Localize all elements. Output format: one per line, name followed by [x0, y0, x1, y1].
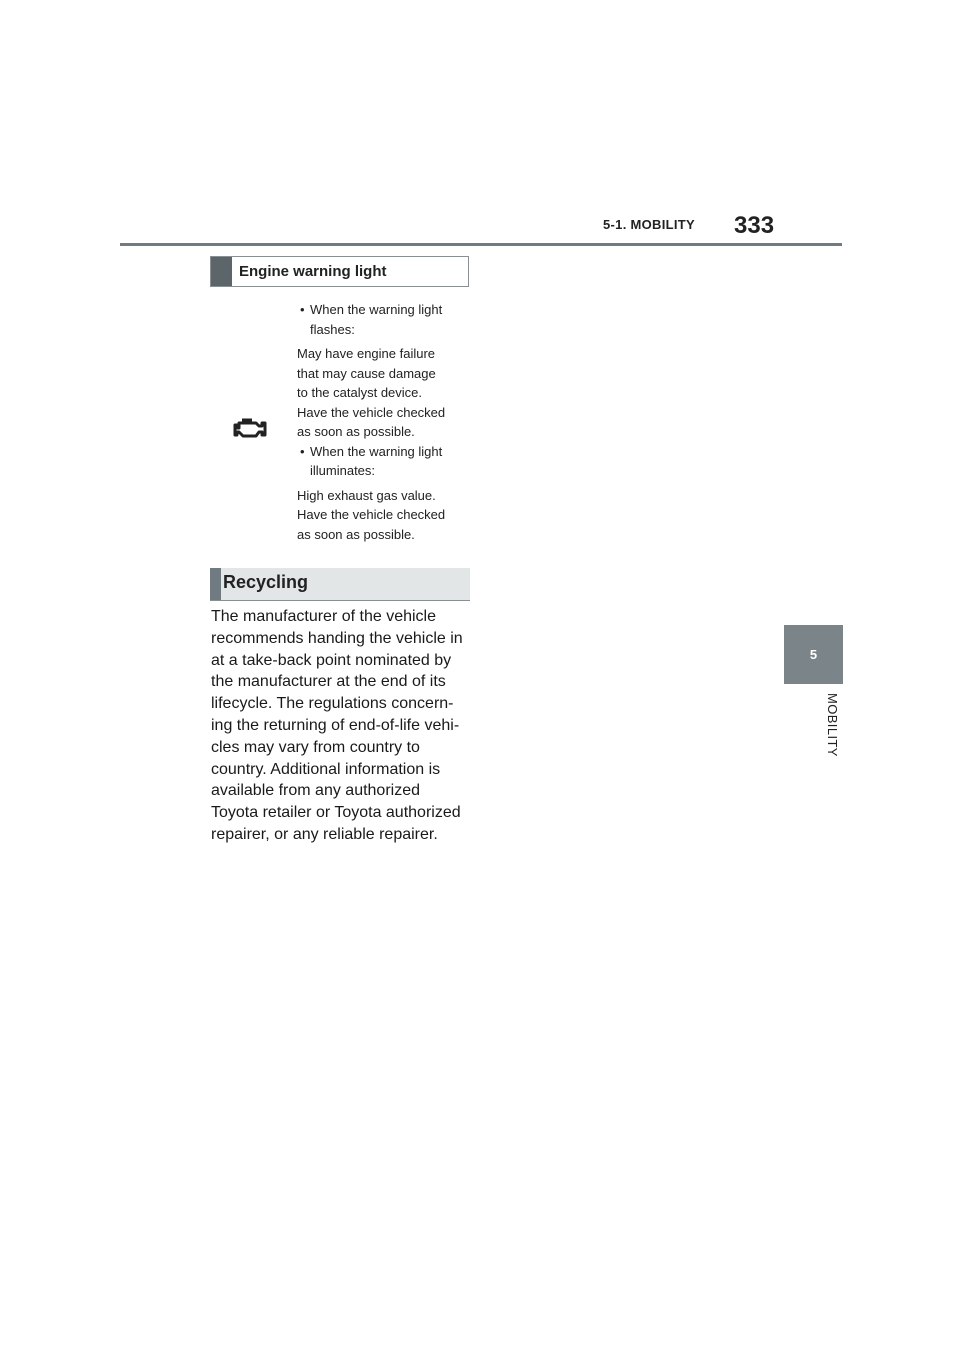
header-marker	[211, 257, 232, 286]
recycling-body	[211, 606, 473, 846]
chapter-number: 5	[809, 647, 818, 662]
engine-warning-table	[210, 256, 470, 551]
recycling-title: Recycling	[223, 572, 309, 592]
recycling-line: lifecycle. The regulations concern-	[211, 695, 454, 713]
recycling-line: Toyota retailer or Toyota authorized	[211, 804, 461, 822]
recycling-line: repairer, or any reliable repairer.	[211, 825, 438, 843]
illuminate-line: as soon as possible.	[297, 526, 415, 542]
recycling-line: The manufacturer of the vehicle	[211, 608, 437, 625]
flash-line: to the catalyst device.	[297, 385, 423, 400]
illuminate-line: Have the vehicle checked	[297, 507, 446, 522]
recycling-header	[210, 568, 470, 601]
illuminate-line: High exhaust gas value.	[297, 487, 436, 503]
recycling-line: cles may vary from country to	[211, 738, 420, 756]
section-title: 5-1. MOBILITY	[603, 217, 696, 232]
engine-warning-description	[297, 300, 469, 544]
header-divider	[120, 243, 842, 246]
flash-line: as soon as possible.	[297, 424, 415, 439]
flash-line: Have the vehicle checked	[297, 404, 446, 420]
recycling-line: the manufacturer at the end of its	[211, 673, 446, 691]
recycling-line: ing the returning of end-of-life vehi-	[211, 716, 460, 734]
engine-warning-header	[210, 256, 469, 287]
flash-line: that may cause damage	[297, 365, 436, 381]
flash-heading: • When the warning light flashes:	[297, 300, 469, 339]
recycling-line: at a take-back point nominated by	[211, 651, 452, 669]
header-marker	[210, 568, 221, 600]
illuminate-heading: • When the warning light illuminates:	[297, 442, 469, 481]
chapter-label: MOBILITY	[825, 693, 840, 757]
flash-line: May have engine failure	[297, 346, 436, 361]
recycling-line: available from any authorized	[211, 782, 421, 800]
engine-warning-icon	[232, 413, 270, 443]
recycling-line: country. Additional information is	[211, 760, 441, 778]
recycling-line: recommends handing the vehicle in	[211, 629, 463, 647]
chapter-tab[interactable]	[784, 625, 843, 684]
engine-warning-title: Engine warning light	[239, 263, 387, 280]
page-number: 333	[734, 212, 775, 239]
